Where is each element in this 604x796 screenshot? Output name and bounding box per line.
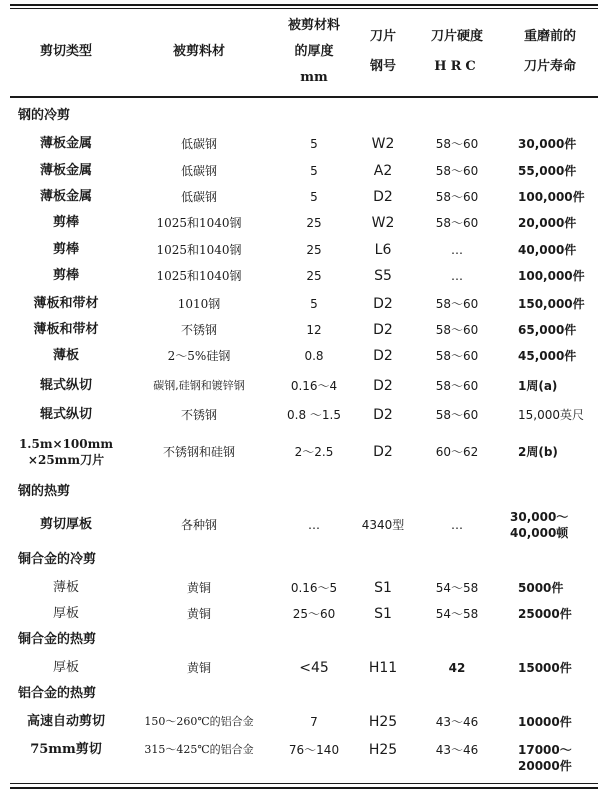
cell-type: 薄板 bbox=[52, 580, 79, 595]
cell-life: 40,000件 bbox=[518, 243, 577, 257]
cell-material: 黄铜 bbox=[186, 581, 211, 595]
cell-steel: D2 bbox=[373, 378, 393, 394]
cell-hardness: … bbox=[451, 518, 463, 532]
cell-type: 薄板和带材 bbox=[33, 296, 99, 311]
section-hot-copper: 铜合金的热剪 bbox=[18, 632, 97, 647]
cell-hardness: 43～46 bbox=[435, 715, 479, 729]
cell-thickness: 0.16～4 bbox=[290, 379, 338, 393]
cell-hardness: … bbox=[451, 243, 463, 257]
cell-material: 不锈钢和硅钢 bbox=[162, 445, 235, 459]
header-cutting-type: 剪切类型 bbox=[39, 44, 92, 59]
cell-type: 薄板金属 bbox=[39, 163, 92, 178]
cell-type: 1.5m×100mm ×25mm刀片 bbox=[18, 437, 114, 467]
cell-hardness: 54～58 bbox=[435, 607, 479, 621]
cell-life: 2周(b) bbox=[518, 445, 558, 459]
header-rule bbox=[10, 96, 598, 98]
cell-life: 15000件 bbox=[518, 661, 572, 675]
cell-hardness: 58～60 bbox=[435, 216, 479, 230]
cell-thickness: <45 bbox=[299, 660, 329, 676]
cell-material: 不锈钢 bbox=[180, 408, 217, 422]
cell-life: 5000件 bbox=[518, 581, 564, 595]
cell-type: 薄板 bbox=[52, 348, 79, 363]
cell-type: 薄板金属 bbox=[39, 136, 92, 151]
cell-type: 厚板 bbox=[52, 660, 79, 675]
cell-type: 辊式纵切 bbox=[39, 407, 92, 422]
cell-hardness: 58～60 bbox=[435, 349, 479, 363]
cell-thickness: 5 bbox=[310, 164, 318, 178]
cell-material: 碳钢,硅钢和镀锌钢 bbox=[153, 379, 245, 392]
top-rule bbox=[10, 4, 598, 6]
cell-steel: D2 bbox=[373, 348, 393, 364]
cell-type: 高速自动剪切 bbox=[26, 714, 105, 729]
cell-life: 10000件 bbox=[518, 715, 572, 729]
cell-steel: W2 bbox=[371, 215, 395, 231]
section-hot-steel: 钢的热剪 bbox=[18, 484, 71, 499]
cell-type: 辊式纵切 bbox=[39, 378, 92, 393]
header-material: 被剪料材 bbox=[172, 44, 225, 59]
cell-life: 100,000件 bbox=[518, 190, 585, 204]
cell-thickness: 25～60 bbox=[292, 607, 336, 621]
cell-steel: H11 bbox=[368, 660, 398, 676]
cell-thickness: 7 bbox=[310, 715, 318, 729]
cell-hardness: 58～60 bbox=[435, 379, 479, 393]
cell-thickness: 5 bbox=[310, 190, 318, 204]
cell-type: 剪棒 bbox=[52, 242, 79, 257]
cell-material: 黄铜 bbox=[186, 661, 211, 675]
cell-hardness: 58～60 bbox=[435, 190, 479, 204]
cell-hardness: 58～60 bbox=[435, 408, 479, 422]
cell-life: 17000～ 20000件 bbox=[518, 743, 572, 773]
cell-type: 75mm剪切 bbox=[30, 742, 102, 757]
cell-material: 1025和1040钢 bbox=[156, 269, 242, 283]
cell-type: 剪切厚板 bbox=[39, 517, 92, 532]
cell-type: 剪棒 bbox=[52, 215, 79, 230]
cell-thickness: 5 bbox=[310, 137, 318, 151]
cell-life: 25000件 bbox=[518, 607, 572, 621]
bottom-rule bbox=[10, 787, 598, 789]
cell-material: 低碳钢 bbox=[180, 164, 217, 178]
cell-hardness: 54～58 bbox=[435, 581, 479, 595]
cell-life: 65,000件 bbox=[518, 323, 577, 337]
cell-life: 15,000英尺 bbox=[518, 408, 584, 422]
cell-thickness: 0.8 ～1.5 bbox=[287, 408, 341, 422]
cell-life: 100,000件 bbox=[518, 269, 585, 283]
top-rule-thin bbox=[10, 8, 598, 9]
header-thickness: 被剪材料 的厚度 mm bbox=[287, 18, 340, 85]
cell-thickness: 25 bbox=[306, 269, 322, 283]
cell-thickness: 5 bbox=[310, 297, 318, 311]
section-cold-copper: 铜合金的冷剪 bbox=[18, 552, 97, 567]
cell-type: 薄板和带材 bbox=[33, 322, 99, 337]
cell-thickness: 25 bbox=[306, 243, 322, 257]
cell-life: 30,000～ 40,000顿 bbox=[510, 510, 569, 540]
cell-material: 315～425℃的铝合金 bbox=[144, 743, 254, 756]
header-hardness: 刀片硬度 HRC bbox=[430, 29, 483, 74]
cell-material: 不锈钢 bbox=[180, 323, 217, 337]
cell-steel: W2 bbox=[371, 136, 395, 152]
cell-type: 厚板 bbox=[52, 606, 79, 621]
cell-material: 1010钢 bbox=[177, 297, 221, 311]
cell-hardness: 60～62 bbox=[435, 445, 479, 459]
cell-type: 剪棒 bbox=[52, 268, 79, 283]
header-blade-life: 重磨前的 刀片寿命 bbox=[523, 29, 576, 74]
cell-life: 30,000件 bbox=[518, 137, 577, 151]
cell-thickness: 12 bbox=[306, 323, 322, 337]
cell-hardness: … bbox=[451, 269, 463, 283]
cell-steel: H25 bbox=[368, 714, 398, 730]
cell-thickness: 0.8 bbox=[304, 349, 324, 363]
cell-material: 1025和1040钢 bbox=[156, 216, 242, 230]
cell-life: 45,000件 bbox=[518, 349, 577, 363]
header-blade-steel: 刀片 钢号 bbox=[369, 29, 396, 74]
cell-thickness: … bbox=[308, 518, 320, 532]
cell-steel: S1 bbox=[374, 606, 392, 622]
cell-thickness: 25 bbox=[306, 216, 322, 230]
cell-material: 各种钢 bbox=[180, 518, 217, 532]
cell-steel: D2 bbox=[373, 296, 393, 312]
cell-material: 低碳钢 bbox=[180, 190, 217, 204]
cell-hardness: 58～60 bbox=[435, 323, 479, 337]
cell-steel: D2 bbox=[373, 322, 393, 338]
cell-steel: D2 bbox=[373, 407, 393, 423]
cell-steel: L6 bbox=[374, 242, 392, 258]
cell-thickness: 2～2.5 bbox=[294, 445, 334, 459]
cell-steel: S1 bbox=[374, 580, 392, 596]
cell-thickness: 0.16～5 bbox=[290, 581, 338, 595]
cell-steel: D2 bbox=[373, 444, 393, 460]
cell-life: 1周(a) bbox=[518, 379, 558, 393]
bottom-rule-thin bbox=[10, 783, 598, 784]
cell-material: 150～260℃的铝合金 bbox=[144, 715, 254, 728]
cell-material: 低碳钢 bbox=[180, 137, 217, 151]
cell-hardness: 58～60 bbox=[435, 164, 479, 178]
cell-life: 150,000件 bbox=[518, 297, 585, 311]
cell-hardness: 58～60 bbox=[435, 137, 479, 151]
cell-hardness: 58～60 bbox=[435, 297, 479, 311]
cell-hardness: 43～46 bbox=[435, 743, 479, 757]
cell-material: 黄铜 bbox=[186, 607, 211, 621]
cell-steel: 4340型 bbox=[361, 518, 405, 532]
cell-life: 55,000件 bbox=[518, 164, 577, 178]
cell-steel: A2 bbox=[373, 163, 393, 179]
cell-type: 薄板金属 bbox=[39, 189, 92, 204]
section-hot-aluminum: 铝合金的热剪 bbox=[18, 686, 97, 701]
cell-material: 1025和1040钢 bbox=[156, 243, 242, 257]
cell-life: 20,000件 bbox=[518, 216, 577, 230]
cell-material: 2～5%硅钢 bbox=[167, 349, 231, 363]
cell-thickness: 76～140 bbox=[288, 743, 340, 757]
section-cold-steel: 钢的冷剪 bbox=[18, 108, 71, 123]
cell-steel: H25 bbox=[368, 742, 398, 758]
cell-steel: D2 bbox=[373, 189, 393, 205]
cell-hardness: 42 bbox=[448, 661, 466, 675]
cell-steel: S5 bbox=[374, 268, 392, 284]
